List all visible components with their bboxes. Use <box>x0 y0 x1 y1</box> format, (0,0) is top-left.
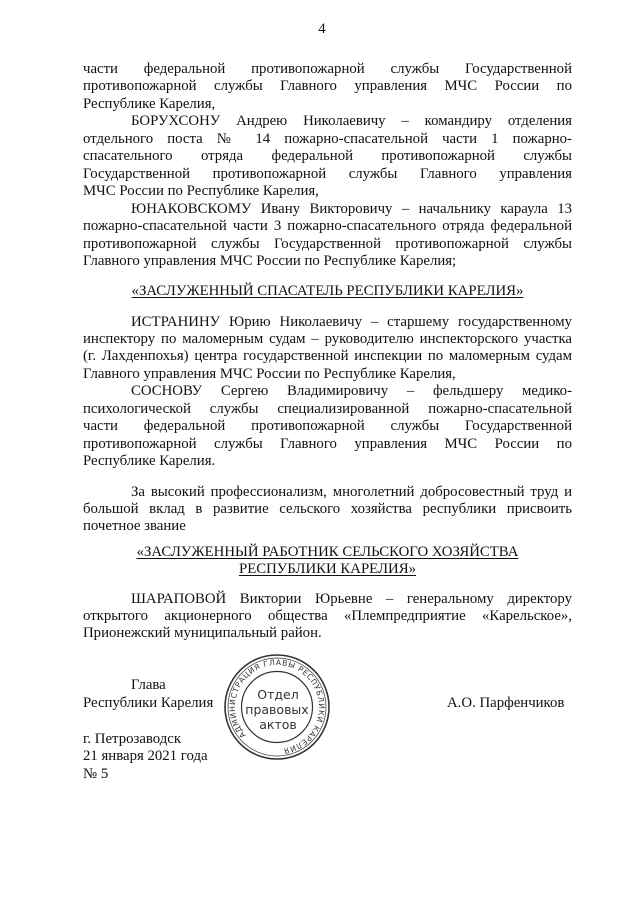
text-line: противопожарной службы Главного управления МЧС России по <box>83 435 572 452</box>
paragraph-award-preamble <box>83 484 572 536</box>
paragraph-continued-nominee <box>83 61 572 113</box>
text-line: части федеральной противопожарной службы Государственной <box>83 418 572 435</box>
text-line: пожарно-спасательной части 3 пожарно-спасательного отряда федеральной <box>83 218 572 235</box>
heading-text: «ЗАСЛУЖЕННЫЙ РАБОТНИК СЕЛЬСКОГО ХОЗЯЙСТВА <box>136 543 519 560</box>
text-line: психологической службы специализированной пожарно-спасательной <box>83 400 572 417</box>
text-line: Республике Карелия. <box>83 453 216 470</box>
text-line: СОСНОВУ Сергею Владимировичу – фельдшеру медико- <box>131 383 572 400</box>
text-line: Главного управления МЧС России по Республике Карелия; <box>83 252 457 269</box>
nominees-block-fire-service <box>83 61 572 270</box>
text-line: ИСТРАНИНУ Юрию Николаевичу – старшему государственному <box>131 313 572 330</box>
text-line: ШАРАПОВОЙ Виктории Юрьевне – генеральному директору <box>131 590 572 607</box>
document-number: № 5 <box>83 765 109 782</box>
stamp-center-line: Отдел <box>257 687 299 702</box>
nominees-block-rescuer <box>83 314 572 471</box>
document-footer <box>83 731 383 783</box>
paragraph-nominee-sosnov <box>83 383 572 470</box>
text-line: МЧС России по Республике Карелия, <box>83 183 319 200</box>
text-line: БОРУХСОНУ Андрею Николаевичу – командиру отделения <box>131 113 572 130</box>
text-line: большой вклад в развитие сельского хозяйства республики присвоить <box>83 500 572 517</box>
issue-date: 21 января 2021 года <box>83 748 208 765</box>
text-line: инспектору по маломерным судам – руководителю инспекторского участка <box>83 330 572 347</box>
text-line: За высокий профессионализм, многолетний добросовестный труд и <box>131 483 572 500</box>
text-line: почетное звание <box>83 518 186 535</box>
text-line: Главного управления МЧС России по Республике Карелия, <box>83 365 456 382</box>
stamp-center-line: правовых <box>245 702 309 717</box>
paragraph-nominee-borukhson <box>83 113 572 200</box>
heading-text: «ЗАСЛУЖЕННЫЙ СПАСАТЕЛЬ РЕСПУБЛИКИ КАРЕЛИЯ» <box>131 282 524 299</box>
heading-honored-rescuer <box>83 283 572 300</box>
signatory-title-line2: Республики Карелия <box>83 694 214 711</box>
heading-line <box>83 544 572 561</box>
text-line: спасательного отряда федеральной противопожарной службы <box>83 148 572 165</box>
stamp-ring-textpath: АДМИНИСТРАЦИЯ ГЛАВЫ РЕСПУБЛИКИ КАРЕЛИЯ <box>227 657 327 756</box>
text-line: ЮНАКОВСКОМУ Ивану Викторовичу – начальнику караула 13 <box>131 200 572 217</box>
text-line: Государственной противопожарной службы Главного управления <box>83 165 572 182</box>
page-number: 4 <box>318 21 326 37</box>
text-line: Прионежский муниципальный район. <box>83 625 322 642</box>
signatory-name: А.О. Парфенчиков <box>447 694 565 711</box>
stamp-center-line: актов <box>259 717 297 732</box>
paragraph-nominee-istranin <box>83 314 572 384</box>
heading-line <box>83 283 572 300</box>
text-line: части федеральной противопожарной службы Государственной <box>83 61 572 77</box>
issue-place: г. Петрозаводск <box>83 731 182 747</box>
text-line: противопожарной службы Главного управления МЧС России по <box>83 78 572 95</box>
paragraph-nominee-yunakovsky <box>83 201 572 271</box>
signatory-title-line1: Глава <box>131 676 166 693</box>
text-line: Республике Карелия, <box>83 95 216 112</box>
text-line: отдельного поста № 14 пожарно-спасательной части 1 пожарно- <box>83 130 572 147</box>
text-line: (г. Лахденпохья) центра государственной инспекции по маломерным судам <box>83 348 572 365</box>
paragraph-nominee-sharapova <box>83 591 572 643</box>
heading-line <box>83 561 572 578</box>
heading-honored-agriculture-worker <box>83 544 572 579</box>
text-line: открытого акционерного общества «Племпредприятие «Карельское», <box>83 607 572 624</box>
heading-text: РЕСПУБЛИКИ КАРЕЛИЯ» <box>238 560 417 577</box>
text-line: противопожарной службы Государственной противопожарной службы <box>83 235 572 252</box>
